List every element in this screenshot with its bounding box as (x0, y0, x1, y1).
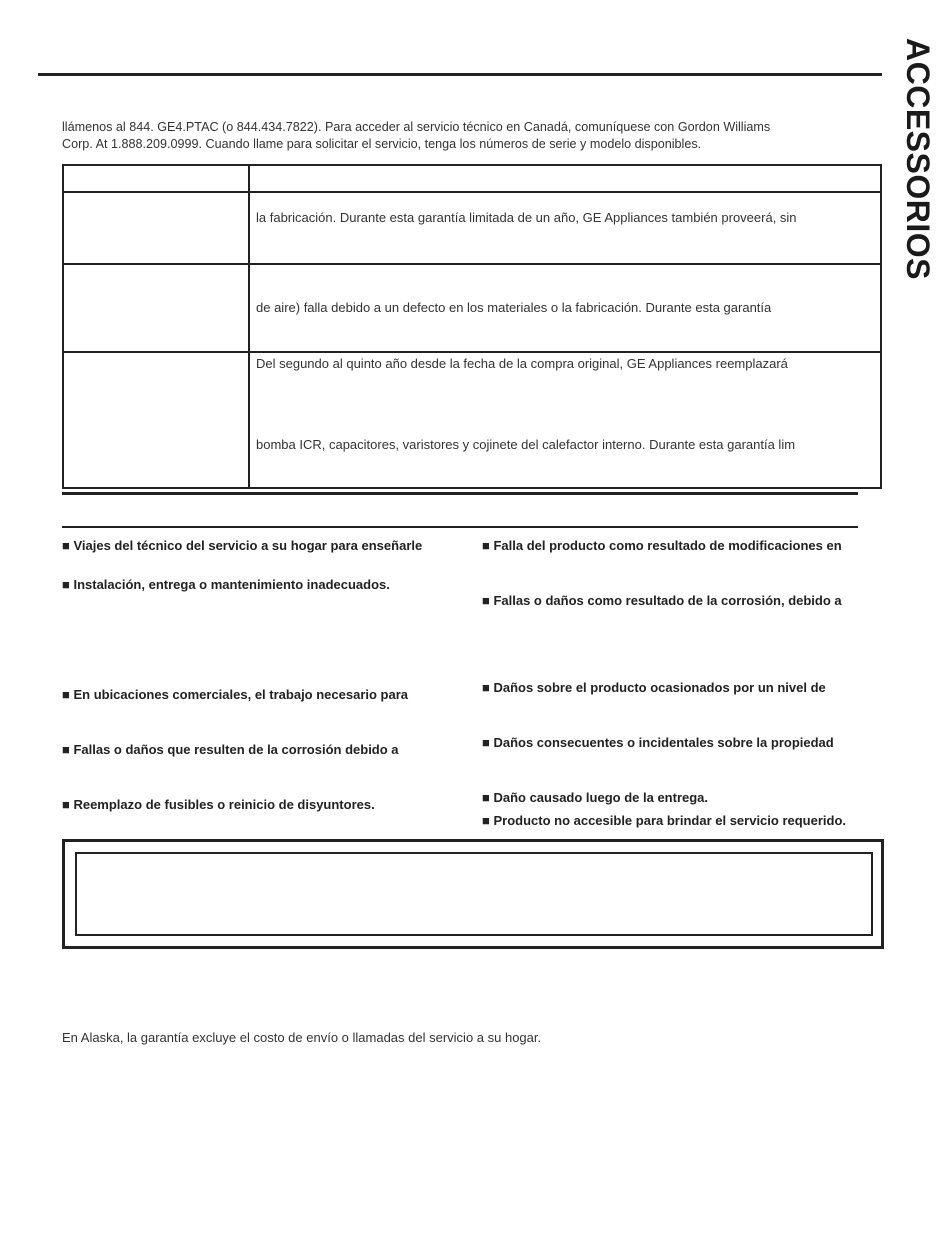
table-cell-coverage (249, 192, 881, 264)
notice-box-inner (75, 852, 873, 936)
warranty-table (62, 164, 882, 489)
table-cell-text-bottom: bomba ICR, capacitores, varistores y cojinete del calefactor interno. Durante esta garantía lim (256, 437, 796, 452)
table-row (63, 352, 881, 488)
table-header-row (63, 165, 881, 192)
table-row (63, 264, 881, 352)
alaska-note: En Alaska, la garantía excluye el costo de envío o llamadas del servicio a su hogar. (62, 1030, 542, 1045)
exclusion-item: ■ Fallas o daños que resulten de la corrosión debido a (62, 742, 399, 757)
table-header-cell-period (63, 165, 249, 192)
exclusion-item: ■ Viajes del técnico del servicio a su hogar para enseñarle (62, 538, 423, 553)
intro-line-1: llámenos al 844. GE4.PTAC (o 844.434.7822). Para acceder al servicio técnico en Canadá, comuníquese con Gordon Williams (62, 120, 771, 134)
table-cell-text: de aire) falla debido a un defecto en los materiales o la fabricación. Durante esta garantía (256, 300, 772, 315)
intro-paragraph (62, 119, 862, 153)
side-title-text: ACCESSORIOS (900, 38, 936, 280)
section-rule-thin (62, 526, 858, 528)
side-title (872, 38, 944, 298)
table-cell-period (63, 264, 249, 352)
exclusion-item: ■ Daños sobre el producto ocasionados por un nivel de (482, 680, 826, 695)
exclusion-item: ■ Instalación, entrega o mantenimiento inadecuados. (62, 577, 390, 592)
exclusion-item: ■ Producto no accesible para brindar el servicio requerido. (482, 813, 847, 828)
table-cell-text: la fabricación. Durante esta garantía limitada de un año, GE Appliances también proveerá, sin (256, 210, 797, 225)
intro-line-2: Corp. At 1.888.209.0999. Cuando llame para solicitar el servicio, tenga los números de serie y modelo disponibles. (62, 137, 702, 151)
table-cell-text-top: Del segundo al quinto año desde la fecha de la compra original, GE Appliances reemplazará (256, 356, 788, 371)
exclusion-item: ■ Fallas o daños como resultado de la corrosión, debido a (482, 593, 842, 608)
table-row (63, 192, 881, 264)
header-rule (38, 73, 882, 76)
exclusion-item: ■ Reemplazo de fusibles o reinicio de disyuntores. (62, 797, 375, 812)
exclusion-item: ■ Falla del producto como resultado de modificaciones en (482, 538, 842, 553)
exclusion-item: ■ Daños consecuentes o incidentales sobre la propiedad (482, 735, 834, 750)
exclusion-item: ■ En ubicaciones comerciales, el trabajo necesario para (62, 687, 409, 702)
notice-box (62, 839, 884, 949)
table-cell-coverage (249, 352, 881, 488)
section-rule-thick (62, 492, 858, 495)
table-header-cell-coverage (249, 165, 881, 192)
exclusion-item: ■ Daño causado luego de la entrega. (482, 790, 709, 805)
table-cell-period (63, 192, 249, 264)
table-cell-coverage (249, 264, 881, 352)
table-cell-period (63, 352, 249, 488)
